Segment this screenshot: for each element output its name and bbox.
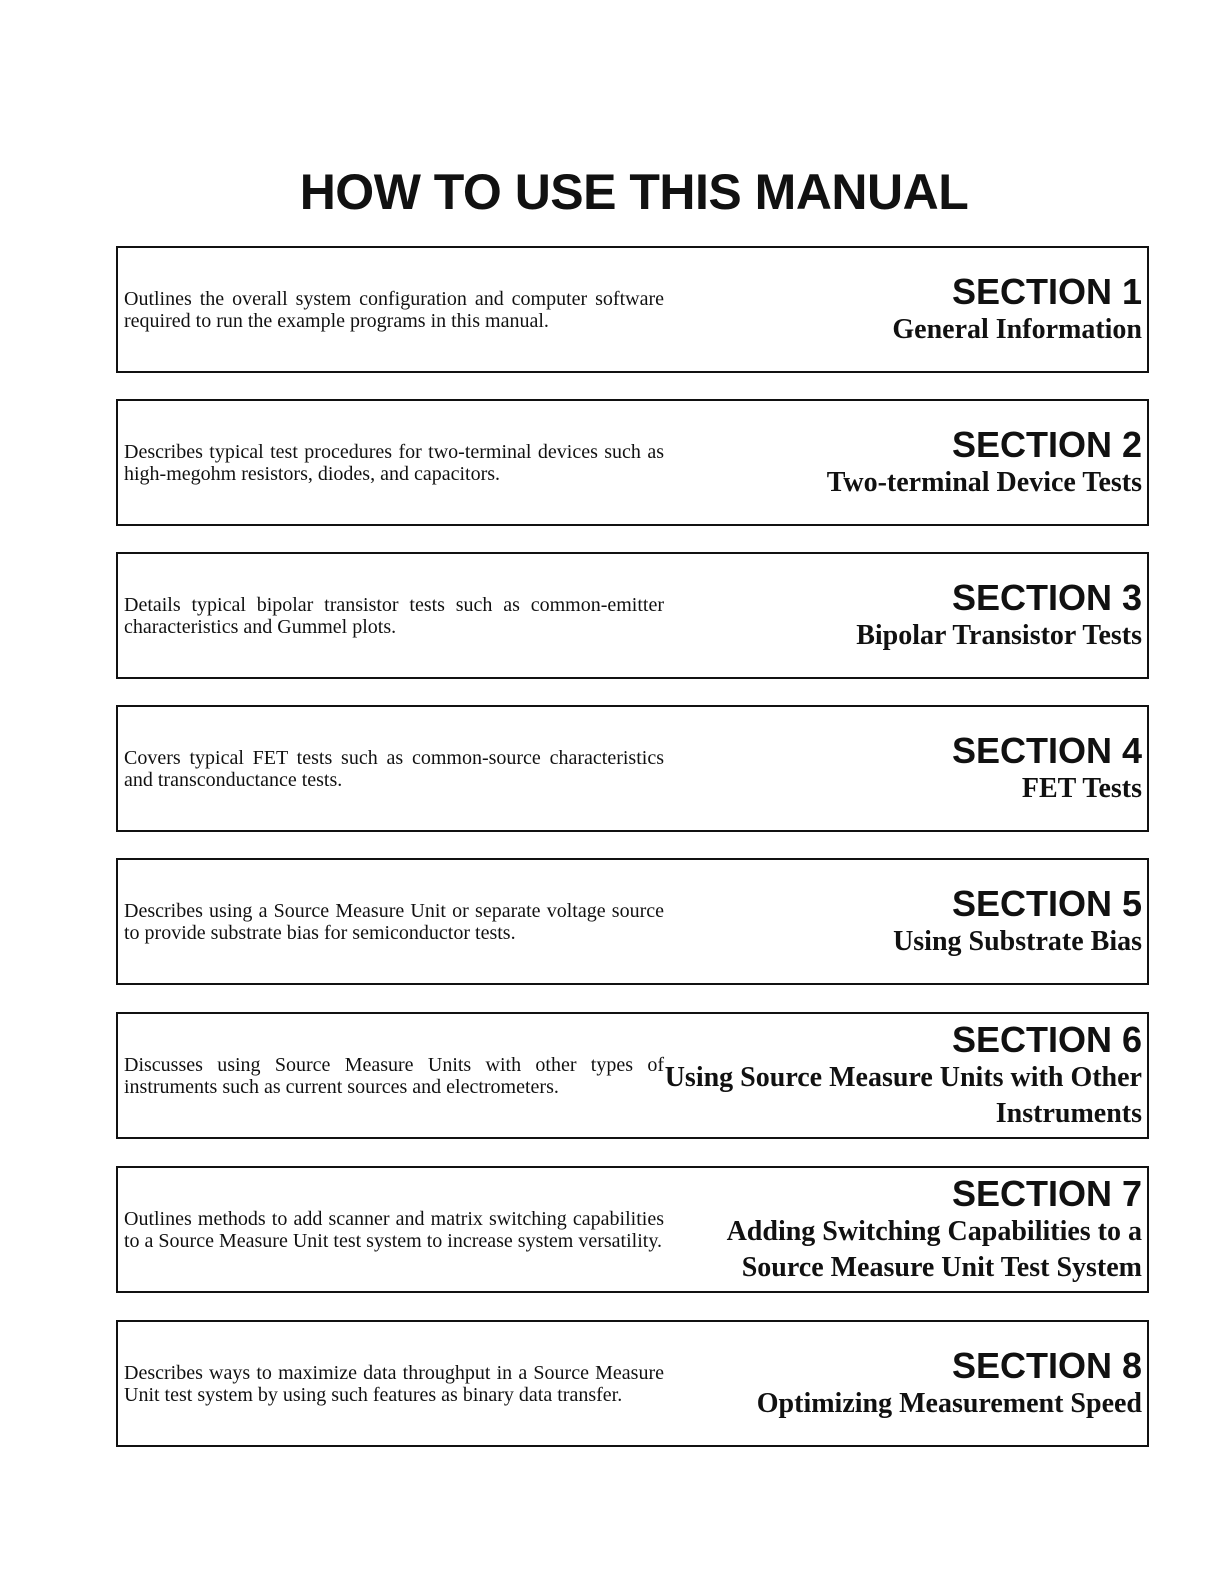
section-5-title: Using Substrate Bias [893, 925, 1142, 957]
section-1-title: General Information [892, 313, 1142, 345]
section-8-number: SECTION 8 [951, 1344, 1142, 1386]
section-7-box [116, 1166, 1149, 1293]
section-3-box [116, 552, 1149, 679]
section-4-heading [662, 731, 1142, 807]
section-3-heading [662, 578, 1142, 654]
section-1-heading [662, 272, 1142, 348]
section-3-description: Details typical bipolar transistor tests such as common-emitter characteristics and Gummel plots. [124, 593, 664, 638]
section-8-heading [662, 1346, 1142, 1422]
section-4-box [116, 705, 1149, 832]
section-2-title: Two-terminal Device Tests [826, 466, 1142, 498]
section-8-description: Describes ways to maximize data throughput in a Source Measure Unit test system by using such features as binary data transfer. [124, 1361, 664, 1406]
section-5-box [116, 858, 1149, 985]
section-5-heading [662, 884, 1142, 960]
section-4-title: FET Tests [1021, 772, 1142, 804]
section-7-description: Outlines methods to add scanner and matrix switching capabilities to a Source Measure Unit test system to increase system versatility. [124, 1207, 664, 1252]
section-6-heading [662, 1020, 1142, 1132]
section-2-description: Describes typical test procedures for two-terminal devices such as high-megohm resistors, diodes, and capacitors. [124, 440, 664, 485]
section-6-box [116, 1012, 1149, 1139]
section-8-box [116, 1320, 1149, 1447]
section-3-number: SECTION 3 [951, 576, 1142, 618]
section-2-heading [662, 425, 1142, 501]
section-1-description: Outlines the overall system configuration and computer software required to run the example programs in this manual. [124, 287, 664, 332]
section-4-number: SECTION 4 [951, 729, 1142, 771]
page-title: HOW TO USE THIS MANUAL [299, 164, 969, 220]
section-7-heading [662, 1174, 1142, 1286]
section-2-box [116, 399, 1149, 526]
section-6-number: SECTION 6 [951, 1018, 1142, 1060]
section-7-number: SECTION 7 [951, 1172, 1142, 1214]
section-6-description: Discusses using Source Measure Units with other types of instruments such as current sources and electrometers. [124, 1053, 664, 1098]
section-2-number: SECTION 2 [951, 423, 1142, 465]
section-5-number: SECTION 5 [951, 882, 1142, 924]
section-4-description: Covers typical FET tests such as common-source characteristics and transconductance tests. [124, 746, 664, 791]
section-6-title: Using Source Measure Units with Other Instruments [664, 1061, 1142, 1129]
section-1-number: SECTION 1 [951, 270, 1142, 312]
section-8-title: Optimizing Measurement Speed [756, 1387, 1142, 1419]
section-5-description: Describes using a Source Measure Unit or separate voltage source to provide substrate bias for semiconductor tests. [124, 899, 664, 944]
section-3-title: Bipolar Transistor Tests [856, 619, 1142, 651]
section-1-box [116, 246, 1149, 373]
section-7-title: Adding Switching Capabilities to a Source Measure Unit Test System [726, 1215, 1142, 1283]
